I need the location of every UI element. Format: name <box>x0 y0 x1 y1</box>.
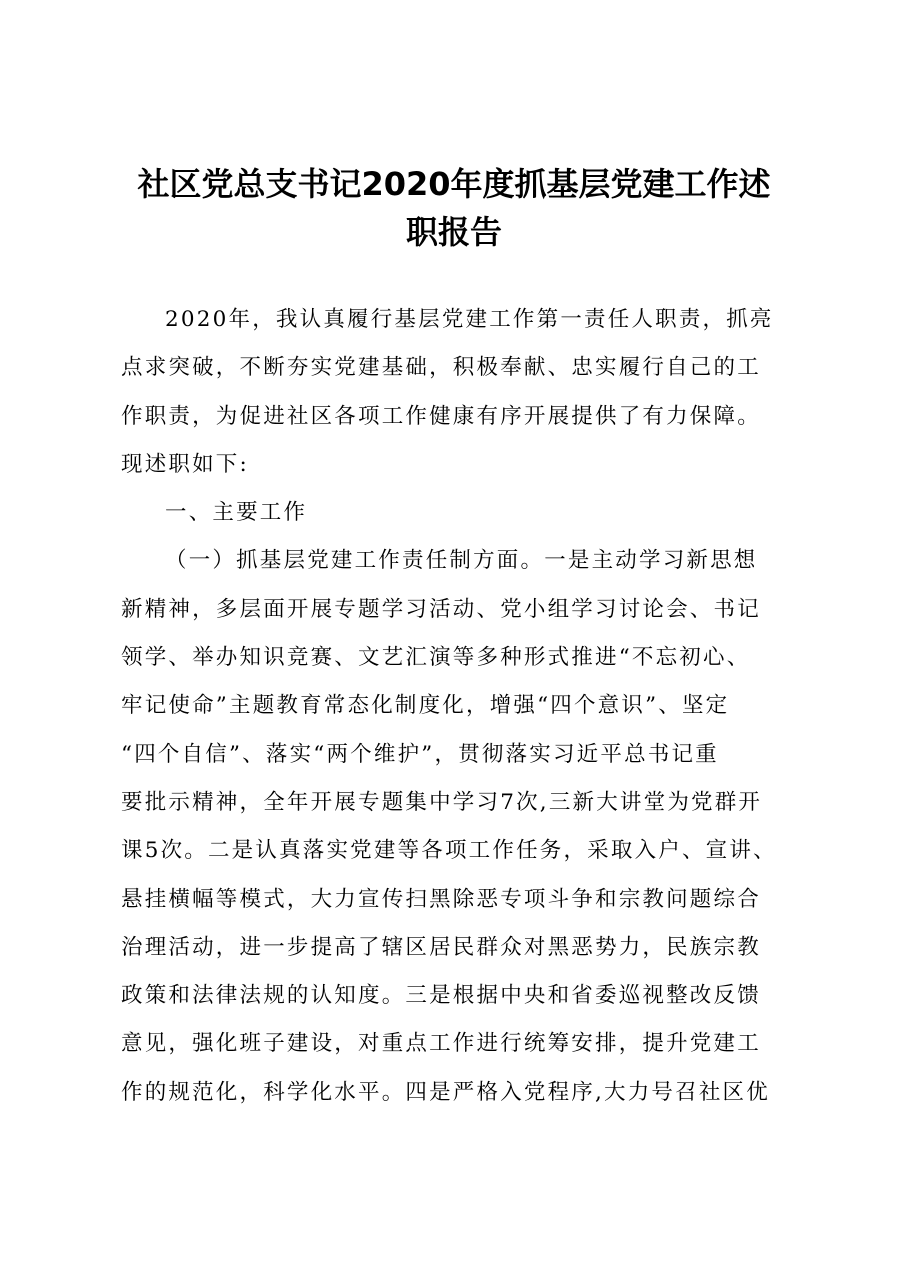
paragraph-line: 意见，强化班子建设，对重点工作进行统筹安排，提升党建工 <box>121 1031 761 1057</box>
paragraph-line: 治理活动，进一步提高了辖区居民群众对黑恶势力，民族宗教 <box>121 934 761 960</box>
paragraph-line: 新精神，多层面开展专题学习活动、党小组学习讨论会、书记 <box>121 596 761 622</box>
paragraph-line: “四个自信”、落实“两个维护”，贯彻落实习近平总书记重 <box>121 741 719 767</box>
paragraph-line: 悬挂横幅等模式，大力宣传扫黑除恶专项斗争和宗教问题综合 <box>121 886 761 912</box>
title-line-1: 社区党总支书记2020年度抓基层党建工作述 <box>137 165 771 203</box>
document-body <box>121 296 811 1117</box>
title-line-2: 职报告 <box>405 213 502 251</box>
paragraph-line: 点求突破，不断夯实党建基础，积极奉献、忠实履行自己的工 <box>121 355 761 381</box>
paragraph-line: 要批示精神，全年开展专题集中学习7次,三新大讲堂为党群开 <box>121 789 763 815</box>
paragraph-line: 2020年，我认真履行基层党建工作第一责任人职责，抓亮 <box>165 307 774 332</box>
paragraph-line: 现述职如下: <box>121 451 249 477</box>
document-title <box>118 160 790 256</box>
paragraph-line: 作的规范化，科学化水平。四是严格入党程序,大力号召社区优 <box>121 1079 770 1105</box>
section-heading: 一、主要工作 <box>165 500 308 526</box>
paragraph-line: 领学、举办知识竞赛、文艺汇演等多种形式推进“不忘初心、 <box>121 645 751 671</box>
paragraph-line: 作职责，为促进社区各项工作健康有序开展提供了有力保障。 <box>121 403 761 429</box>
paragraph-line: 牢记使命”主题教育常态化制度化，增强“四个意识”、坚定 <box>121 693 730 719</box>
paragraph-line: （一）抓基层党建工作责任制方面。一是主动学习新思想 <box>165 548 758 574</box>
paragraph-line: 课5次。二是认真落实党建等各项工作任务，采取入户、宣讲、 <box>121 838 777 864</box>
paragraph-line: 政策和法律法规的认知度。三是根据中央和省委巡视整改反馈 <box>121 983 761 1009</box>
